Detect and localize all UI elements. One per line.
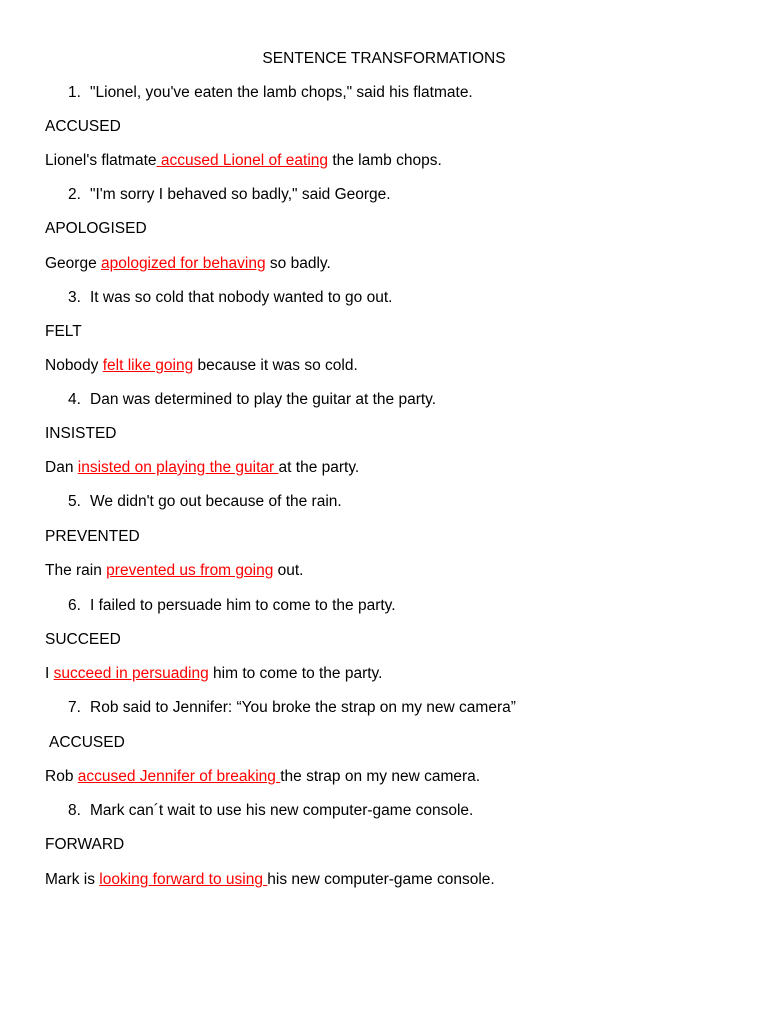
question-text: We didn't go out because of the rain.	[90, 493, 342, 510]
answer-4	[45, 458, 359, 478]
answer-text: the strap on my new camera.	[280, 768, 481, 785]
question-8	[68, 801, 473, 821]
answer-text: Dan	[45, 459, 78, 476]
question-7	[68, 698, 516, 718]
answer-highlight: felt like going	[102, 357, 194, 374]
answer-text: George	[45, 255, 102, 272]
answer-2	[45, 254, 331, 274]
answer-text: The rain	[45, 562, 107, 579]
answer-text: his new computer-game console.	[267, 871, 495, 888]
keyword-8: FORWARD	[45, 836, 125, 853]
answer-text: Nobody	[45, 357, 103, 374]
answer-5	[45, 561, 304, 581]
question-number: 3.	[68, 289, 81, 306]
answer-8	[45, 870, 495, 890]
keyword-5: PREVENTED	[45, 528, 140, 545]
answer-text: at the party.	[278, 459, 360, 476]
question-text: I failed to persuade him to come to the party.	[90, 597, 396, 614]
keyword-3: FELT	[45, 323, 82, 340]
question-text: "I'm sorry I behaved so badly," said George.	[90, 186, 391, 203]
question-2	[68, 185, 391, 205]
answer-1	[45, 151, 442, 171]
question-text: Mark can´t wait to use his new computer-game console.	[90, 802, 474, 819]
keyword-1: ACCUSED	[45, 118, 121, 135]
answer-highlight: looking forward to using	[99, 871, 268, 888]
keyword-4: INSISTED	[45, 425, 117, 442]
question-text: It was so cold that nobody wanted to go out.	[90, 289, 393, 306]
question-number: 6.	[68, 597, 81, 614]
question-6	[68, 596, 396, 616]
answer-text: Lionel's flatmate	[45, 152, 157, 169]
answer-highlight: succeed in persuading	[53, 665, 209, 682]
question-4	[68, 390, 436, 410]
answer-text: I	[45, 665, 54, 682]
document-title: SENTENCE TRANSFORMATIONS	[262, 50, 506, 67]
question-number: 1.	[68, 84, 81, 101]
answer-6	[45, 664, 382, 684]
question-text: Rob said to Jennifer: “You broke the strap on my new camera”	[90, 699, 516, 716]
answer-text: Mark is	[45, 871, 100, 888]
question-number: 7.	[68, 699, 81, 716]
answer-text: so badly.	[265, 255, 331, 272]
answer-text: out.	[273, 562, 304, 579]
question-1	[68, 83, 473, 103]
question-3	[68, 288, 392, 308]
question-text: Dan was determined to play the guitar at the party.	[90, 391, 437, 408]
question-number: 2.	[68, 186, 81, 203]
keyword-2: APOLOGISED	[45, 220, 147, 237]
question-text: "Lionel, you've eaten the lamb chops," said his flatmate.	[90, 84, 473, 101]
answer-highlight: insisted on playing the guitar	[77, 459, 279, 476]
question-number: 8.	[68, 802, 81, 819]
answer-text: Rob	[45, 768, 78, 785]
question-5	[68, 492, 342, 512]
answer-text: the lamb chops.	[328, 152, 442, 169]
question-number: 5.	[68, 493, 81, 510]
keyword-7: ACCUSED	[49, 734, 125, 751]
answer-highlight: apologized for behaving	[101, 255, 266, 272]
answer-text: him to come to the party.	[208, 665, 383, 682]
answer-highlight: accused Jennifer of breaking	[77, 768, 281, 785]
answer-3	[45, 356, 358, 376]
answer-7	[45, 767, 480, 787]
answer-highlight: prevented us from going	[106, 562, 274, 579]
question-number: 4.	[68, 391, 81, 408]
keyword-6: SUCCEED	[45, 631, 121, 648]
answer-text: because it was so cold.	[193, 357, 358, 374]
answer-highlight: accused Lionel of eating	[156, 152, 329, 169]
